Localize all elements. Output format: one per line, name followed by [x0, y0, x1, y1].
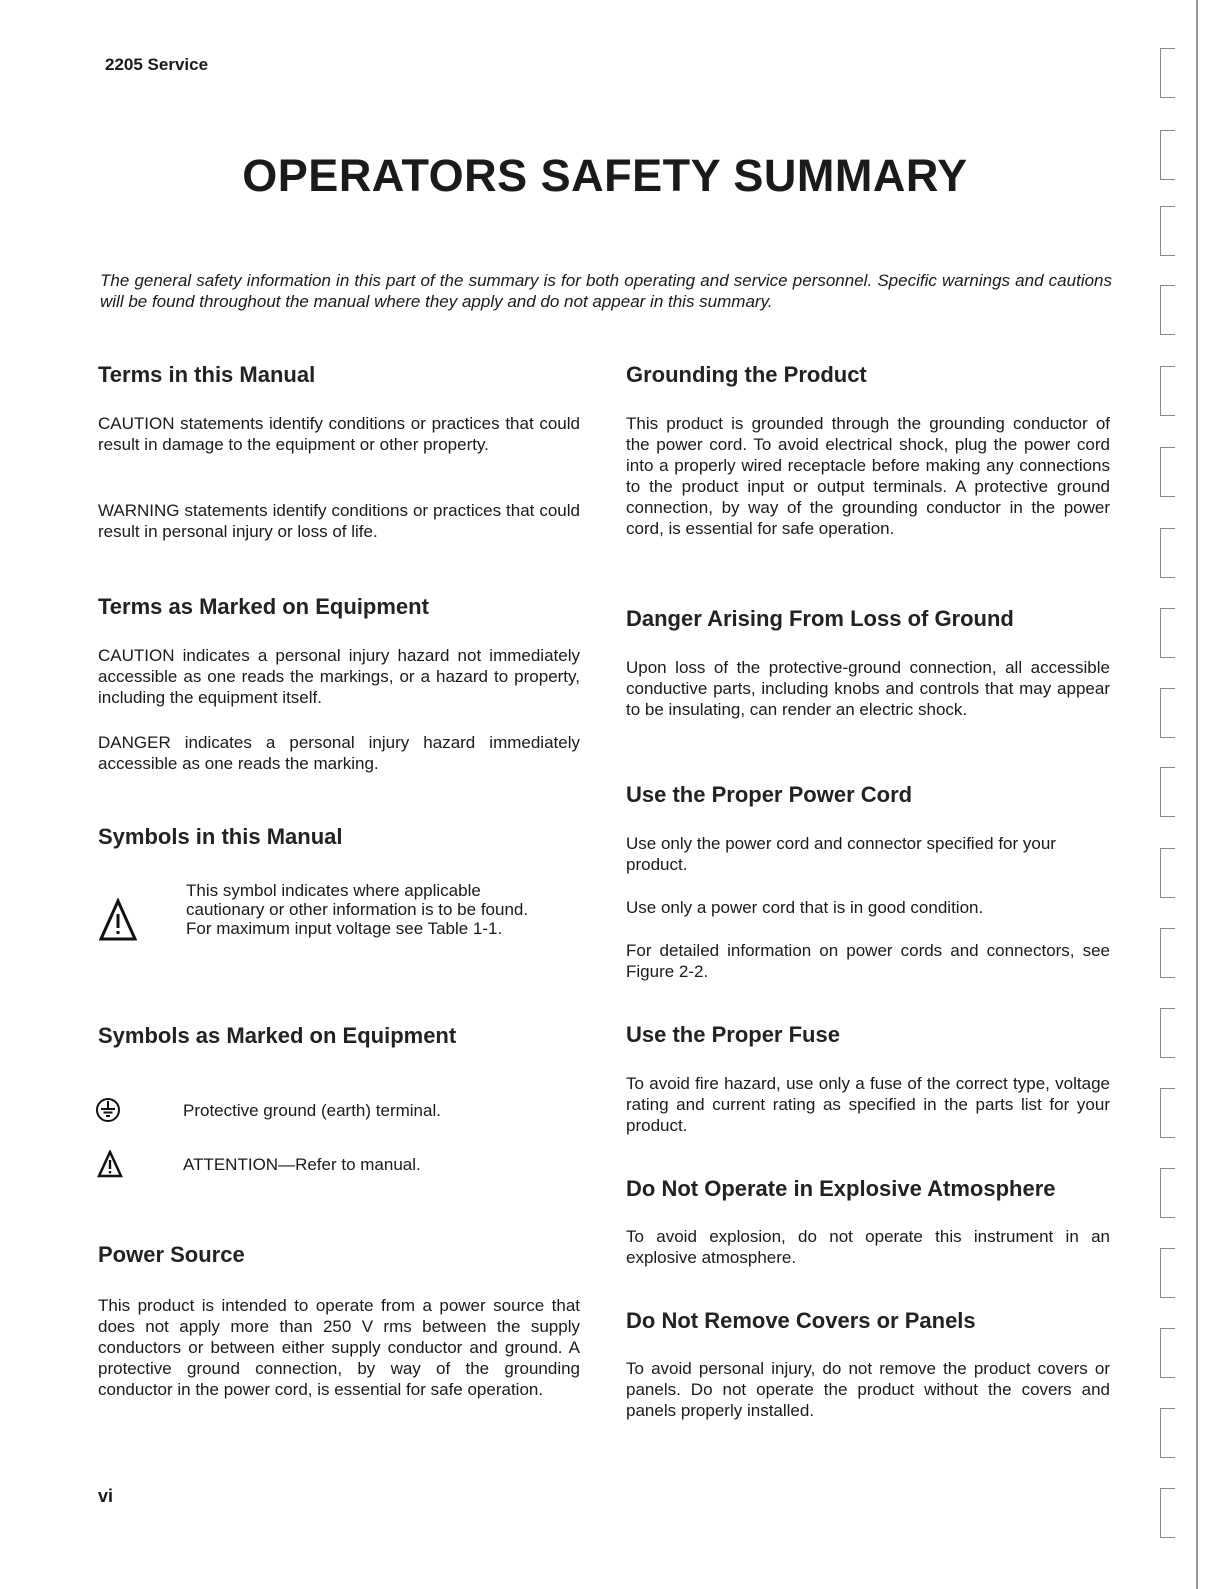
heading-covers: Do Not Remove Covers or Panels [626, 1308, 976, 1333]
warning-statement-paragraph: WARNING statements identify conditions or practices that could result in personal injury or loss of life. [98, 501, 580, 541]
heading-symbols-manual: Symbols in this Manual [98, 824, 343, 849]
power-cord-paragraph-1: Use only the power cord and connector specified for your product. [626, 834, 1056, 874]
ground-symbol-label: Protective ground (earth) terminal. [183, 1101, 441, 1120]
grounding-paragraph: This product is grounded through the grounding conductor of the power cord. To avoid electrical shock, plug the power cord into a properly wired receptacle before making any connections to the product input or output terminals. A protective ground connection, by way of the grounding conductor in the power cord, is essential for safe operation. [626, 414, 1110, 538]
heading-danger-loss-ground: Danger Arising From Loss of Ground [626, 606, 1014, 631]
explosive-paragraph: To avoid explosion, do not operate this instrument in an explosive atmosphere. [626, 1227, 1110, 1267]
symbol-description: This symbol indicates where applicable cautionary or other information is to be found. For maximum input voltage see Table 1-1. [186, 881, 529, 938]
heading-fuse: Use the Proper Fuse [626, 1022, 840, 1047]
running-header: 2205 Service [105, 55, 209, 74]
page-title: OPERATORS SAFETY SUMMARY [242, 150, 968, 201]
heading-power-cord: Use the Proper Power Cord [626, 782, 913, 807]
warning-triangle-icon [99, 898, 137, 942]
intro-paragraph: The general safety information in this part of the summary is for both operating and service personnel. Specific warnings and cautions will be found throughout the manual where they apply and do not appear in this summary. [100, 271, 1112, 311]
heading-explosive: Do Not Operate in Explosive Atmosphere [626, 1176, 1056, 1201]
page-number: vi [98, 1486, 114, 1506]
binder-holes [1160, 40, 1184, 1550]
heading-symbols-equipment: Symbols as Marked on Equipment [98, 1023, 457, 1048]
protective-ground-icon [95, 1097, 121, 1123]
attention-triangle-icon [97, 1150, 123, 1178]
power-source-paragraph: This product is intended to operate from a power source that does not apply more than 250 V rms between the supply conductors or between either supply conductor and ground. A protective ground connection, by way of the grounding conductor in the power cord, is essential for safe operation. [98, 1296, 580, 1399]
heading-grounding: Grounding the Product [626, 362, 867, 387]
heading-power-source: Power Source [98, 1242, 245, 1267]
attention-symbol-label: ATTENTION—Refer to manual. [183, 1155, 421, 1174]
danger-marking-paragraph: DANGER indicates a personal injury hazard immediately accessible as one reads the marking. [98, 733, 580, 773]
fuse-paragraph: To avoid fire hazard, use only a fuse of the correct type, voltage rating and current rating as specified in the parts list for your product. [626, 1074, 1110, 1135]
danger-paragraph: Upon loss of the protective-ground connection, all accessible conductive parts, including knobs and controls that may appear to be insulating, can render an electric shock. [626, 658, 1110, 719]
power-cord-paragraph-3: For detailed information on power cords and connectors, see Figure 2-2. [626, 941, 1110, 981]
heading-terms-manual: Terms in this Manual [98, 362, 316, 387]
power-cord-paragraph-2: Use only a power cord that is in good condition. [626, 898, 984, 917]
page-edge [1196, 0, 1198, 1589]
heading-terms-equipment: Terms as Marked on Equipment [98, 594, 429, 619]
caution-statement-paragraph: CAUTION statements identify conditions or practices that could result in damage to the equipment or other property. [98, 414, 580, 454]
caution-marking-paragraph: CAUTION indicates a personal injury hazard not immediately accessible as one reads the markings, or a hazard to property, including the equipment itself. [98, 646, 580, 707]
covers-paragraph: To avoid personal injury, do not remove the product covers or panels. Do not operate the product without the covers and panels properly installed. [626, 1359, 1110, 1420]
